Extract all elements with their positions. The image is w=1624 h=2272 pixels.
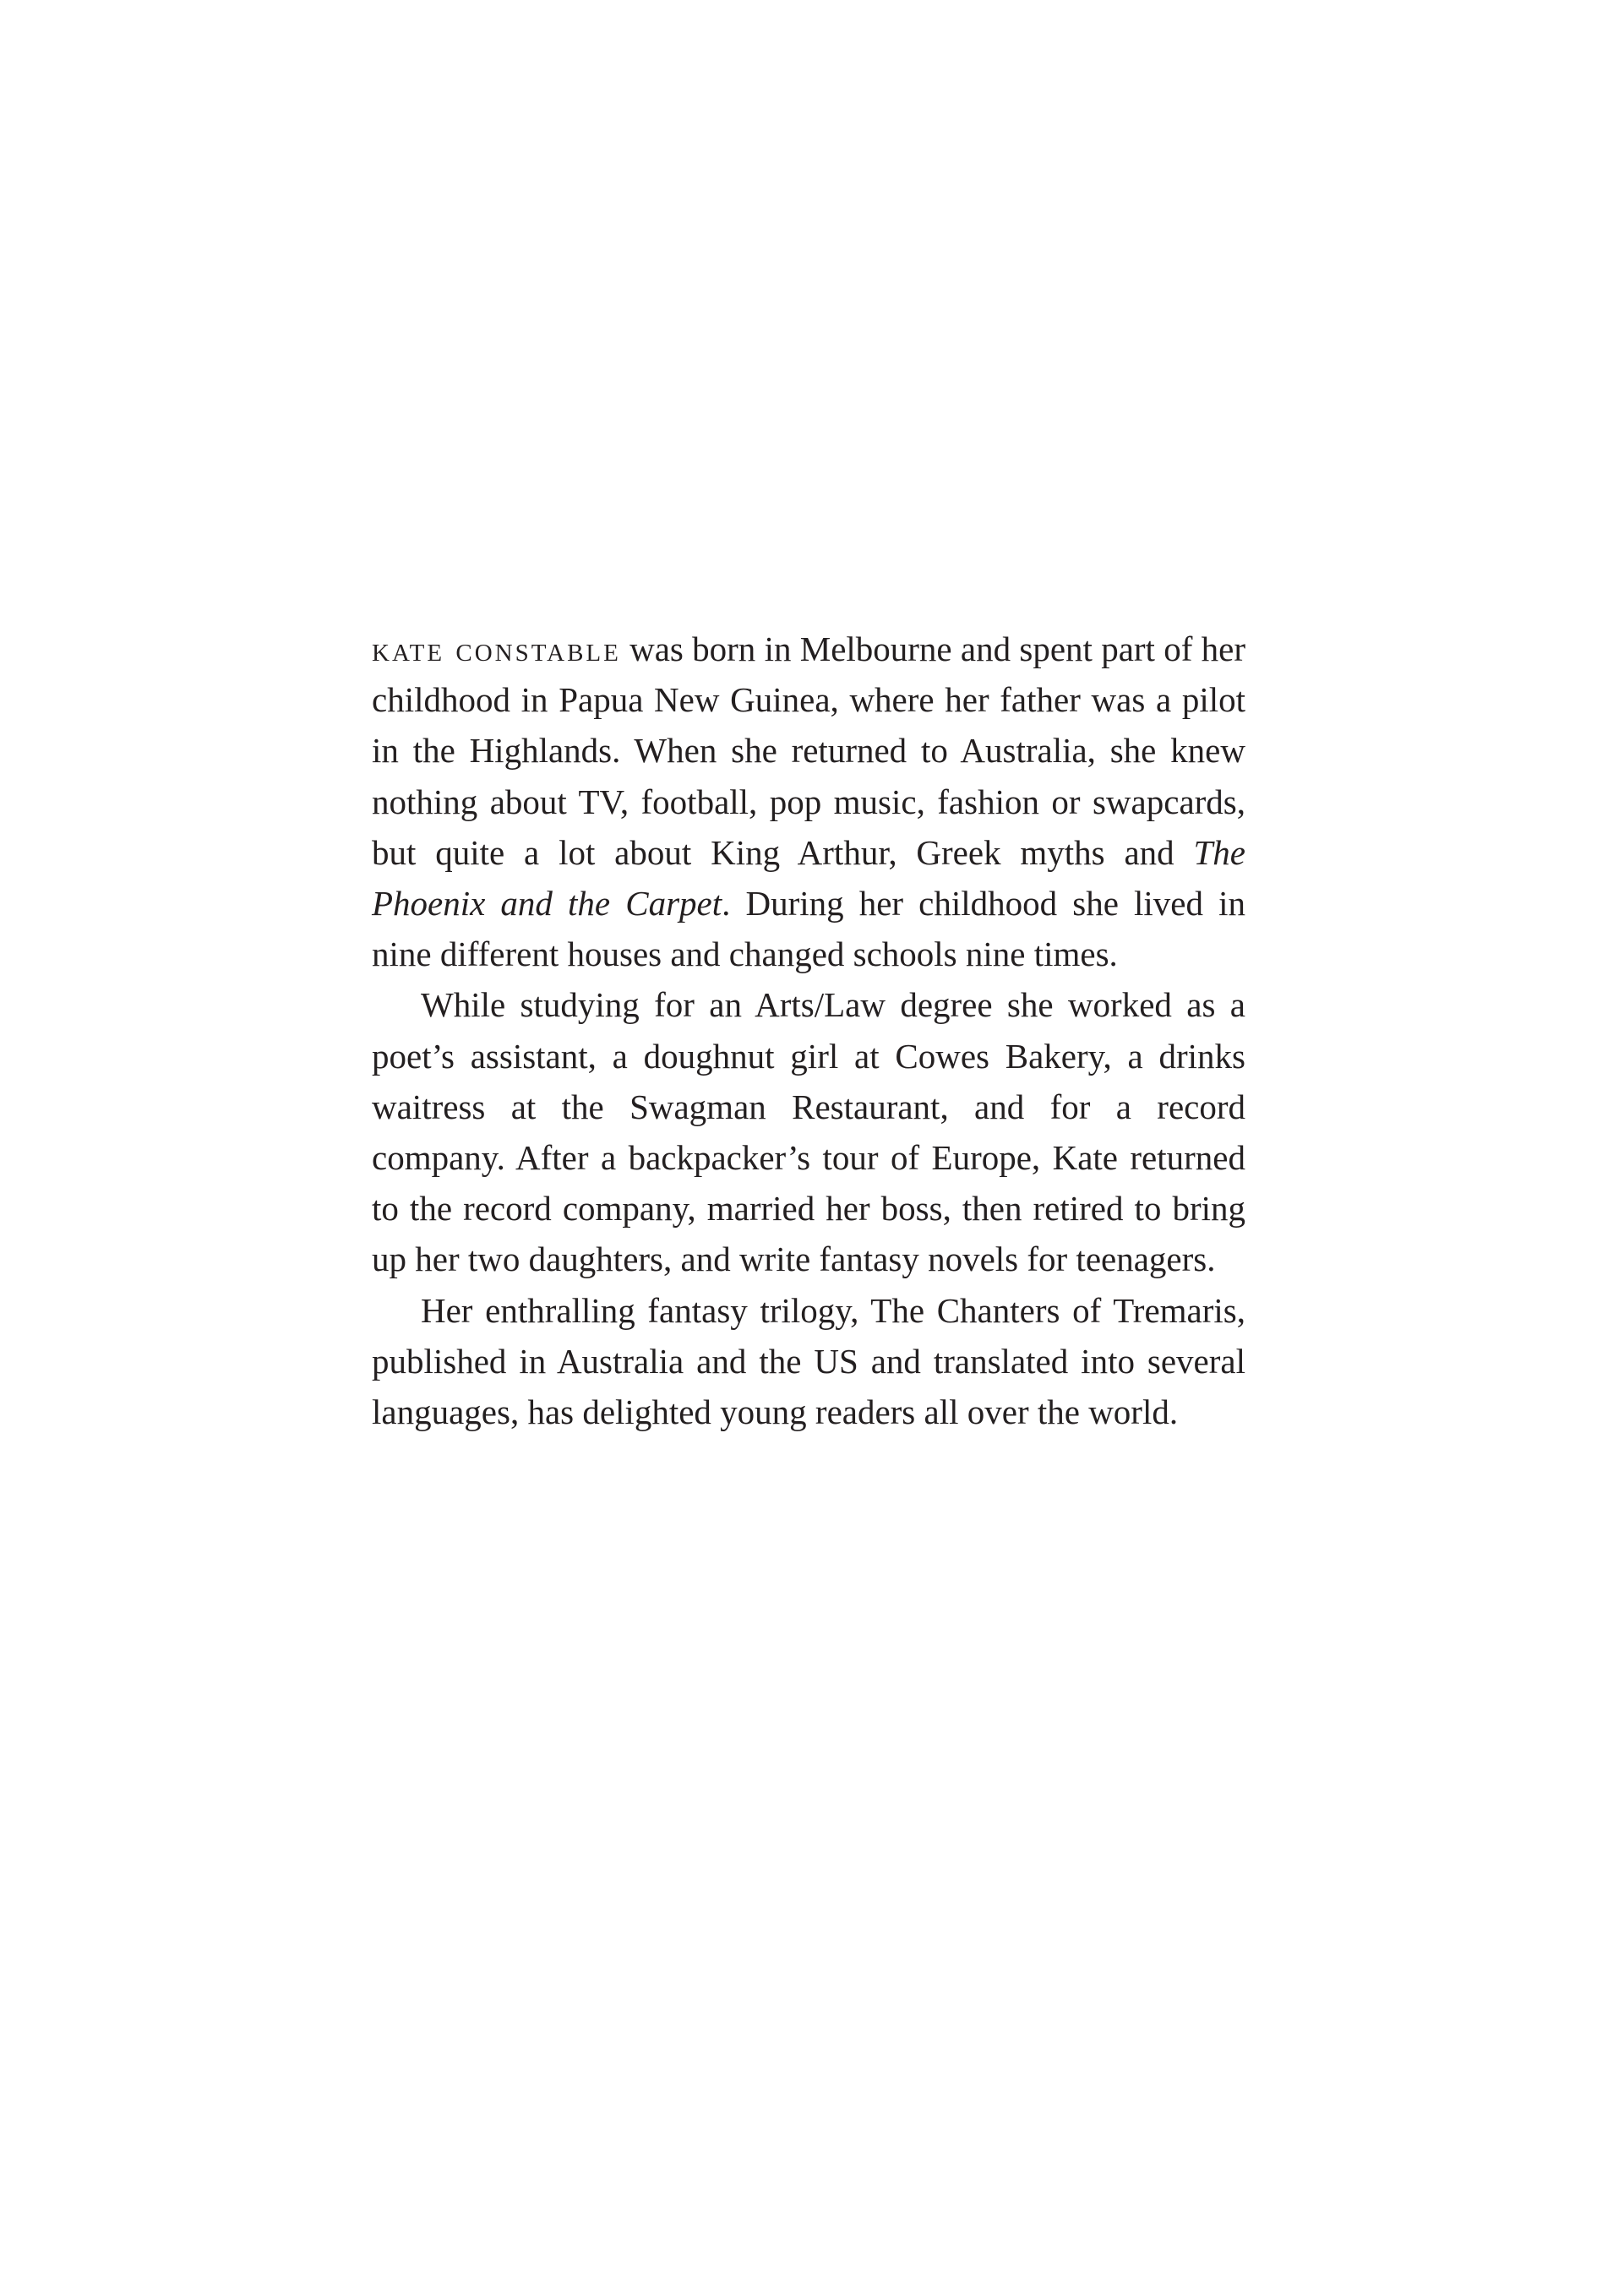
bio-paragraph-1-text-a: was born in Melbourne and spent part of her childhood in Papua New Guinea, where her father was a pilot in the Highlands. When she returned to Australia, she knew nothing about TV, football, pop music, fashion or swapcards, but quite a lot about King Arthur, Greek myths and	[372, 629, 1245, 872]
book-title: The Phoenix and the Carpet	[372, 832, 1245, 924]
bio-paragraph-3: Her enthralling fantasy trilogy, The Chanters of Tremaris, published in Australia and the US and translated into several languages, has delighted young readers all over the world.	[372, 1290, 1245, 1432]
bio-paragraph-2: While studying for an Arts/Law degree she worked as a poet’s assistant, a doughnut girl at Cowes Bakery, a drinks waitress at the Swagman Restaurant, and for a record company. After a backpacker’s tour of Europe, Kate returned to the record company, married her boss, then retired to bring up her two daughters, and write fantasy novels for teenagers.	[372, 985, 1245, 1279]
bio-paragraph-1-text-b: . During her childhood she lived in nine different houses and changed schools nine times.	[372, 884, 1245, 974]
author-name: kate constable	[372, 629, 621, 668]
author-bio	[372, 624, 1245, 1437]
bio-paragraph-1	[372, 624, 1245, 979]
